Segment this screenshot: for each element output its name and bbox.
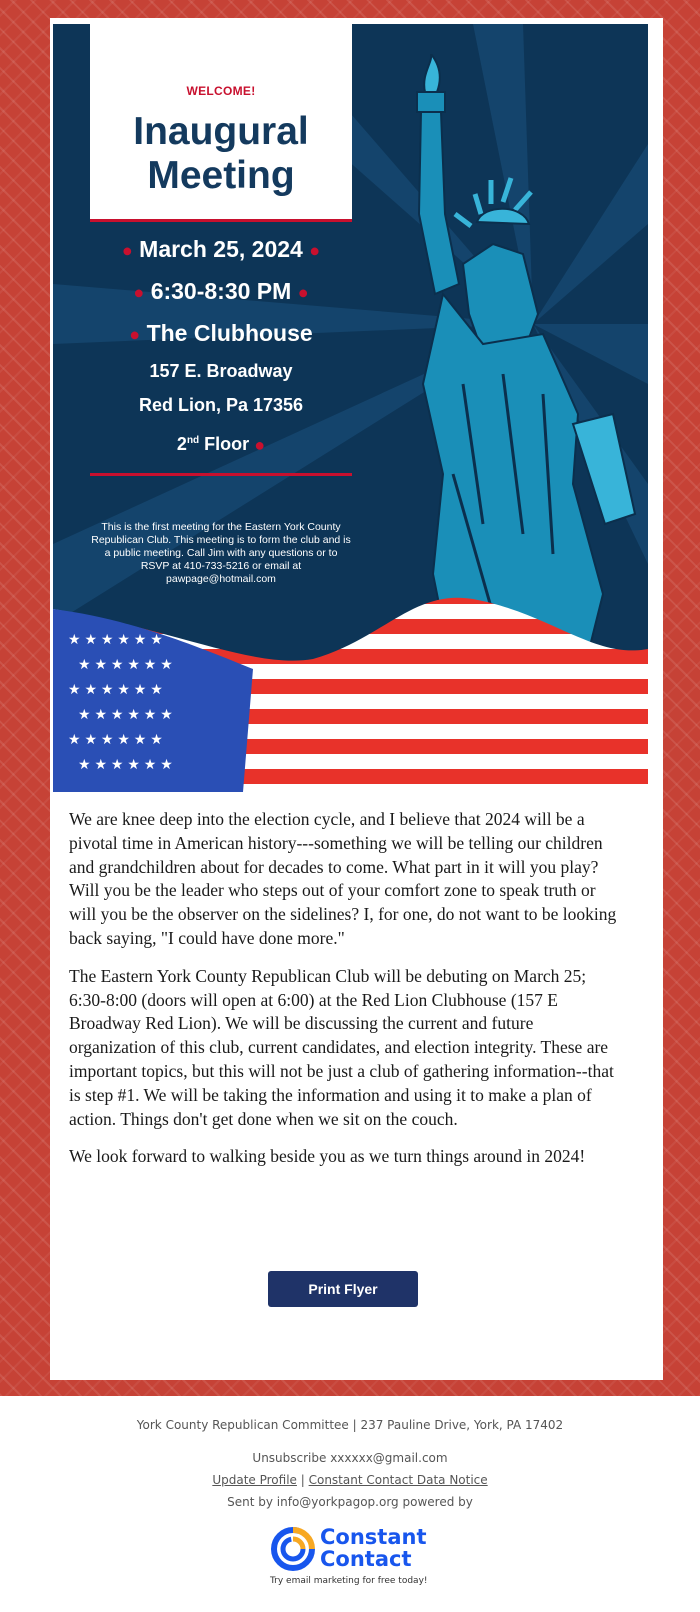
floor-word: Floor: [204, 434, 250, 454]
floor-number: 2: [176, 434, 187, 454]
update-profile-link[interactable]: Update Profile: [212, 1473, 297, 1487]
sender-address: York County Republican Committee | 237 Pauline Drive, York, PA 17402: [136, 1418, 564, 1432]
link-separator: |: [296, 1473, 309, 1487]
bullet-dot-icon: ●: [121, 240, 133, 261]
event-flyer: [53, 24, 648, 792]
flyer-divider: [90, 473, 352, 476]
logo-word-contact: Contact: [320, 1547, 412, 1571]
event-street: 157 E. Broadway: [149, 361, 293, 381]
print-flyer-button[interactable]: Print Flyer: [268, 1271, 418, 1307]
bullet-dot-icon: ●: [133, 282, 145, 303]
logo-tagline: Try email marketing for free today!: [270, 1576, 428, 1586]
statue-of-liberty-illustration: [373, 54, 648, 674]
event-time: [90, 278, 352, 305]
message-paragraph: The Eastern York County Republican Club will be debuting on March 25; 6:30-8:00 (doors will open at 6:00) at the Red Lion Clubhouse (157 E Broadway Red Lion). We will be discussing the current and future organization of this club, current candidates, and election integrity. These are important topics, but this will not be just a club of gathering information--that is step #1. We will be taking the information and using it to make a plan of action. Things don't get done when we sit on the couch.: [69, 965, 614, 1129]
constant-contact-swirl-icon: [270, 1526, 316, 1572]
title-line-1: Inaugural: [133, 110, 309, 153]
constant-contact-logo[interactable]: [268, 1524, 438, 1586]
message-paragraph: We are knee deep into the election cycle, and I believe that 2024 will be a pivotal time in American history---something we will be telling our children and grandchildren about for decades to come. What part in it will you play? Will you be the leader who steps out of your comfort zone to speak truth or will you be the observer on the sidelines? I, for one, do not want to be looking back saying, "I could have done more.": [69, 809, 617, 948]
svg-text:★ ★ ★ ★ ★ ★: ★ ★ ★ ★ ★ ★: [78, 656, 173, 672]
sent-by-text: Sent by info@yorkpagop.org powered by: [227, 1495, 473, 1509]
event-date: [90, 236, 352, 263]
bullet-dot-icon: ●: [254, 434, 266, 455]
title-line-2: Meeting: [147, 154, 295, 197]
welcome-label: WELCOME!: [186, 84, 256, 98]
svg-text:★ ★ ★ ★ ★ ★: ★ ★ ★ ★ ★ ★: [78, 756, 173, 772]
american-flag-illustration: [53, 589, 648, 792]
title-box: [90, 24, 352, 222]
svg-text:★ ★ ★ ★ ★ ★: ★ ★ ★ ★ ★ ★: [78, 706, 173, 722]
email-card: [50, 18, 663, 1380]
svg-text:★ ★ ★ ★ ★ ★: ★ ★ ★ ★ ★ ★: [68, 681, 163, 697]
event-venue-text: The Clubhouse: [146, 320, 313, 346]
event-floor: [90, 434, 352, 456]
flyer-description: This is the first meeting for the Eastern York County Republican Club. This meeting is to form the club and is a public meeting. Call Jim with any questions or to RSVP at 410-733-5216 or email at pawpage@hotmail.com: [91, 521, 351, 585]
svg-text:★ ★ ★ ★ ★ ★: ★ ★ ★ ★ ★ ★: [68, 731, 163, 747]
bullet-dot-icon: ●: [309, 240, 321, 261]
event-time-text: 6:30-8:30 PM: [150, 278, 292, 304]
bullet-dot-icon: ●: [297, 282, 309, 303]
message-paragraph: We look forward to walking beside you as we turn things around in 2024!: [69, 1146, 586, 1167]
data-notice-link[interactable]: Constant Contact Data Notice: [308, 1473, 488, 1487]
event-venue: [90, 320, 352, 347]
bullet-dot-icon: ●: [129, 324, 141, 345]
message-body: [69, 808, 621, 1183]
svg-text:★ ★ ★ ★ ★ ★: ★ ★ ★ ★ ★ ★: [68, 631, 163, 647]
unsubscribe-link[interactable]: Unsubscribe xxxxxx@gmail.com: [252, 1451, 448, 1465]
logo-word-constant: Constant: [320, 1525, 427, 1549]
footer-links: [0, 1473, 700, 1487]
floor-suffix: nd: [186, 435, 200, 446]
event-date-text: March 25, 2024: [139, 236, 303, 262]
event-city: Red Lion, Pa 17356: [138, 395, 304, 415]
